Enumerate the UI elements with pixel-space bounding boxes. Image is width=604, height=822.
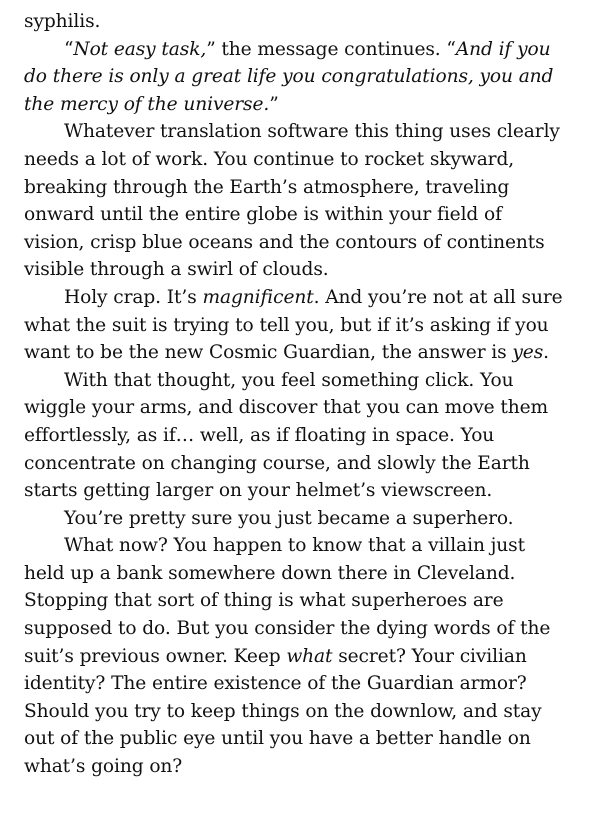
paragraph-syphilis xyxy=(24,8,568,36)
text-run: secret? Your civilian identity? The entire existence of the Guardian armor? Should you try to keep things on the downlow, and stay out of the public eye until you have a better handle on what’s going on? xyxy=(24,645,542,778)
paragraph-click xyxy=(24,367,568,505)
text-run: “ xyxy=(64,38,74,60)
paragraph-message xyxy=(24,36,568,119)
italic-run: what xyxy=(286,645,333,667)
text-run: . xyxy=(543,342,549,364)
text-run: What now? You happen to know that a villain just held up a bank somewhere down there in Cleveland. Stopping that sort of thing is what superheroes are supposed to do. But you consider the dying words of the suit’s previous owner. Keep xyxy=(24,535,551,667)
italic-run: And if you do there is only a great life you congratulations, you and the mercy of the universe. xyxy=(24,38,554,115)
italic-run: Not easy task, xyxy=(73,38,207,60)
text-run: ” xyxy=(269,93,279,115)
paragraph-holy-crap xyxy=(24,284,568,367)
text-run: syphilis. xyxy=(24,11,101,32)
paragraph-superhero xyxy=(24,505,568,533)
paragraph-translation-software xyxy=(24,118,568,284)
text-run: . And you’re not at all sure what the suit is trying to tell you, but if it’s asking if you want to be the new Cosmic Guardian, the answer is xyxy=(24,286,563,364)
paragraph-what-now xyxy=(24,532,568,780)
text-run: Whatever translation software this thing uses clearly needs a lot of work. You continue to rocket skyward, breaking through the Earth’s atmosphere, traveling onward until the entire globe is within your field of vision, crisp blue oceans and the contours of continents visible through a swirl of clouds. xyxy=(24,121,560,281)
italic-run: yes xyxy=(512,342,544,364)
text-run: With that thought, you feel something click. You wiggle your arms, and discover that you can move them effortlessly, as if… well, as if floating in space. You concentrate on changing course, and slowly the Earth starts getting larger on your helmet’s viewscreen. xyxy=(24,369,549,502)
text-run: Holy crap. It’s xyxy=(64,286,203,308)
text-run: You’re pretty sure you just became a superhero. xyxy=(64,507,514,529)
italic-run: magnificent xyxy=(202,286,314,308)
text-run: ” the message continues. “ xyxy=(206,38,456,60)
